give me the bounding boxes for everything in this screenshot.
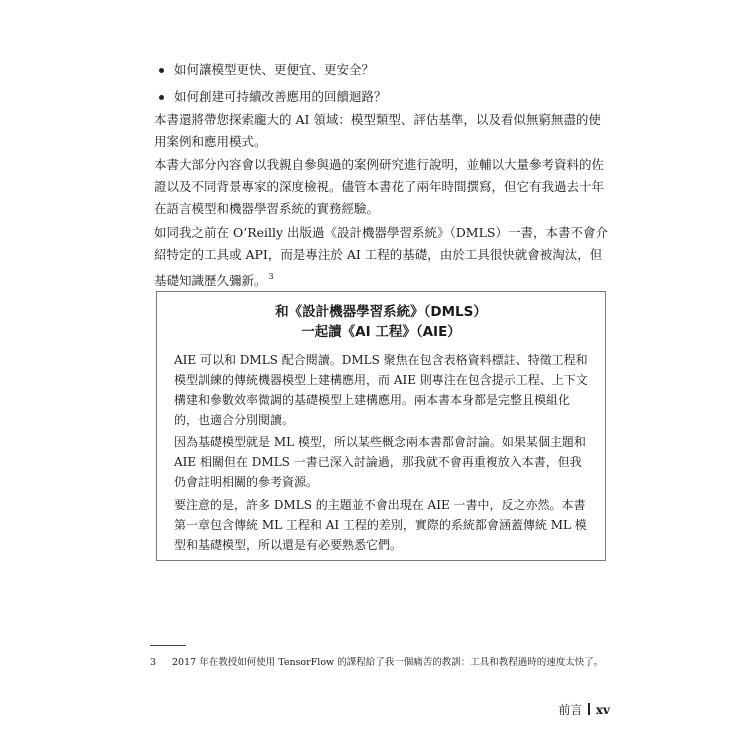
section-name: 前言 xyxy=(558,703,583,717)
bullet-item xyxy=(158,62,598,78)
sidebar-box xyxy=(156,291,606,561)
paragraph-text: 如同我之前在 O’Reilly 出版過《設計機器學習系統》（DMLS）一書，本書不會介紹特定的工具或 API，而是專注於 AI 工程的基礎，由於工具很快就會被淘汰，但基礎知識歷久彌新。 xyxy=(154,225,608,288)
body-paragraph xyxy=(154,222,612,292)
page-footer xyxy=(558,702,610,718)
footnote-text: 2017 年在教授如何使用 TensorFlow 的課程給了我一個痛苦的教訓：工具和教程過時的速度太快了。 xyxy=(172,657,604,668)
footnote-divider xyxy=(150,645,186,646)
footnote xyxy=(150,656,610,669)
body-paragraph: 本書大部分內容會以我親自參與過的案例研究進行說明，並輔以大量參考資料的佐證以及不同背景專家的深度檢視。儘管本書花了兩年時間撰寫，但它有我過去十年在語言模型和機器學習系統的實務經驗。 xyxy=(154,157,605,216)
sidebar-title: 和《設計機器學習系統》（DMLS） xyxy=(275,304,487,320)
bullet-item xyxy=(158,89,598,105)
footnote-number: 3 xyxy=(150,657,157,668)
page-number: xv xyxy=(595,703,610,717)
body-paragraph: 本書還將帶您探索龐大的 AI 領域：模型類型、評估基準，以及看似無窮無盡的使用案例和應用模式。 xyxy=(154,112,601,149)
sidebar-title: 一起讀《AI 工程》（AIE） xyxy=(301,324,461,340)
sidebar-paragraph: AIE 可以和 DMLS 配合閱讀。DMLS 聚焦在包含表格資料標註、特徵工程和模型訓練的傳統機器模型上建構應用，而 AIE 則專注在包含提示工程、上下文構建和參數效率微調的基礎模型上建構應用。兩本書本身都是完整且模組化的，也適合分別閱讀。 xyxy=(174,353,588,427)
bullet-list xyxy=(158,62,598,116)
footer-separator xyxy=(588,703,590,715)
bullet-dot-icon xyxy=(159,68,164,73)
sidebar-paragraph: 因為基礎模型就是 ML 模型，所以某些概念兩本書都會討論。如果某個主題和 AIE 相關但在 DMLS 一書已深入討論過，那我就不會再重複放入本書，但我仍會註明相關的參考資源。 xyxy=(174,435,586,489)
footnote-reference: 3 xyxy=(268,272,274,281)
bullet-text: 如何讓模型更快、更便宜、更安全？ xyxy=(174,62,375,77)
sidebar-paragraph: 要注意的是，許多 DMLS 的主題並不會出現在 AIE 一書中，反之亦然。本書第一章包含傳統 ML 工程和 AI 工程的差別，實際的系統都會涵蓋傳統 ML 模型和基礎模型，所以還是有必要熟悉它們。 xyxy=(174,498,587,552)
bullet-text: 如何創建可持續改善應用的回饋迴路？ xyxy=(174,89,387,104)
bullet-dot-icon xyxy=(159,95,164,100)
